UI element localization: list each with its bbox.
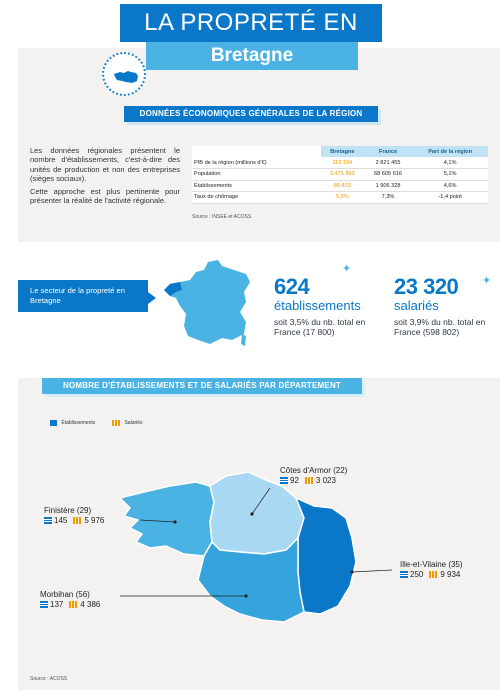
employees-icon <box>112 420 120 426</box>
dept-values-cotes-d-armor <box>280 476 336 485</box>
map-ille-et-vilaine <box>296 498 356 614</box>
dept-employees: 3 023 <box>315 476 336 485</box>
dept-values-finistere <box>44 516 104 525</box>
dept-label-finistere: Finistère (29) <box>44 506 92 515</box>
map-legend <box>50 420 143 426</box>
employees-icon <box>305 477 314 484</box>
marker-dot <box>250 512 253 515</box>
table-row <box>192 157 488 169</box>
table-cell: -1,4 point <box>412 192 488 204</box>
table-cell: 88 403 <box>321 180 364 192</box>
dept-establishments: 92 <box>290 476 299 485</box>
legend-establishments: Établissements <box>61 420 96 426</box>
economic-table <box>192 146 488 204</box>
dept-label-morbihan: Morbihan (56) <box>40 590 90 599</box>
employees-icon <box>73 517 82 524</box>
employees-count: 23 320 <box>394 274 459 299</box>
brittany-badge-icon <box>102 52 146 96</box>
dept-label-cotes-d-armor: Côtes d'Armor (22) <box>280 466 348 475</box>
table-cell: 1 906 328 <box>364 180 412 192</box>
marker-dot <box>244 594 247 597</box>
map-source: Source : ACOSS <box>30 676 68 682</box>
economic-section-heading: DONNÉES ÉCONOMIQUES GÉNÉRALES DE LA RÉGION <box>124 106 378 122</box>
map-finistere <box>120 482 214 556</box>
table-source: Source : INSEE et ACOSS <box>192 214 252 220</box>
legend-employees: Salariés <box>124 420 143 426</box>
establishment-icon <box>280 477 288 484</box>
sector-label-arrow <box>148 292 156 304</box>
table-row <box>192 180 488 192</box>
establishments-count: 624 <box>274 274 310 299</box>
table-cell: PIB de la région (millions d'€) <box>192 157 321 169</box>
intro-text <box>30 146 180 208</box>
establishments-detail: soit 3,5% du nb. total en France (17 800) <box>274 317 366 337</box>
marker-dot <box>350 570 353 573</box>
employees-unit: salariés <box>394 298 439 313</box>
establishments-unit: établissements <box>274 298 361 313</box>
table-cell: 4,1% <box>412 157 488 169</box>
establishment-icon <box>40 601 48 608</box>
table-header-cell: Part de la région <box>412 146 488 157</box>
france-map-icon <box>160 256 256 352</box>
dept-values-morbihan <box>40 600 100 609</box>
establishment-icon <box>50 420 57 426</box>
employees-detail: soit 3,9% du nb. total en France (598 802) <box>394 317 486 337</box>
economic-panel <box>18 48 500 242</box>
region-title: Bretagne <box>146 42 358 70</box>
table-cell: 113 184 <box>321 157 364 169</box>
table-cell: Population <box>192 169 321 181</box>
establishment-icon <box>44 517 52 524</box>
departments-section-heading: NOMBRE D'ÉTABLISSEMENTS ET DE SALARIÉS PAR DÉPARTEMENT <box>42 378 362 394</box>
establishment-icon <box>400 571 408 578</box>
dept-establishments: 145 <box>54 516 68 525</box>
leader-line <box>352 570 392 572</box>
sector-label: Le secteur de la propreté en Bretagne <box>18 280 148 312</box>
dept-values-ille-et-vilaine <box>400 570 460 579</box>
dept-establishments: 137 <box>50 600 64 609</box>
intro-paragraph: Cette approche est plus pertinente pour présenter la réalité de l'activité régionale. <box>30 186 180 206</box>
table-row <box>192 192 488 204</box>
table-cell: 2 821 455 <box>364 157 412 169</box>
table-header-row <box>192 146 488 157</box>
table-header-cell: Bretagne <box>321 146 364 157</box>
table-cell: 3 475 893 <box>321 169 364 181</box>
intro-paragraph: Les données régionales présentent le nombre d'établissements, c'est-à-dire des unités de production et non des entreprises (sièges sociaux). <box>30 146 180 184</box>
table-cell: Taux de chômage <box>192 192 321 204</box>
table-cell: 4,6% <box>412 180 488 192</box>
table-cell: 68 605 616 <box>364 169 412 181</box>
page-title: LA PROPRETÉ EN <box>120 4 382 42</box>
table-header-cell: France <box>364 146 412 157</box>
dept-employees: 5 976 <box>84 516 105 525</box>
sparkle-icon: ✦ <box>342 263 352 275</box>
table-header-cell <box>192 146 321 157</box>
dept-label-ille-et-vilaine: Ille-et-Vilaine (35) <box>400 560 463 569</box>
dept-employees: 9 934 <box>440 570 461 579</box>
table-cell: Établissements <box>192 180 321 192</box>
table-cell: 5,1% <box>412 169 488 181</box>
brittany-department-map <box>100 462 400 652</box>
employees-icon <box>69 601 78 608</box>
table-cell: 5,9% <box>321 192 364 204</box>
table-row <box>192 169 488 181</box>
dept-employees: 4 386 <box>80 600 101 609</box>
table-cell: 7,3% <box>364 192 412 204</box>
dept-establishments: 250 <box>410 570 424 579</box>
marker-dot <box>173 520 176 523</box>
employees-icon <box>429 571 438 578</box>
sparkle-icon: ✦ <box>482 275 492 287</box>
